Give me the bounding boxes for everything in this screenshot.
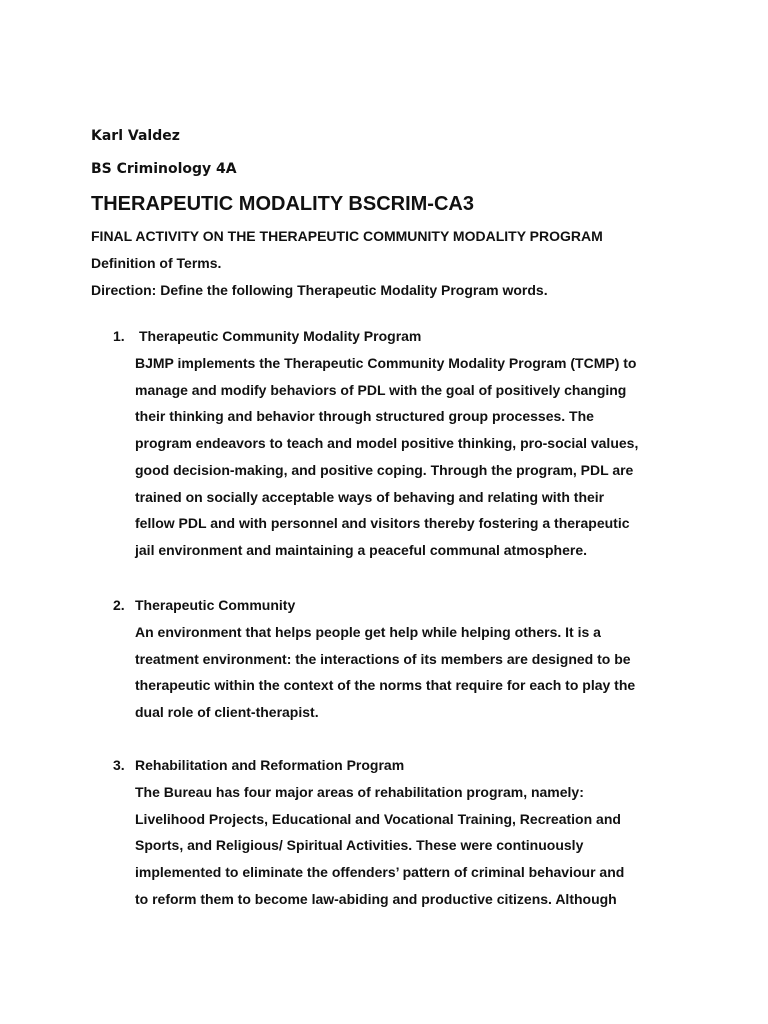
term-item xyxy=(113,754,693,913)
term-heading xyxy=(113,594,693,613)
term-item xyxy=(113,325,693,564)
term-number: 2. xyxy=(113,597,125,613)
direction-text: Direction: Define the following Therapeutic Modality Program words. xyxy=(91,282,548,298)
author-name: Karl Valdez xyxy=(91,128,180,144)
term-definition: An environment that helps people get help while helping others. It is a treatment environment: the interactions of its members are designed to be therapeutic within the context of the norms that require for each to play the dual role of client-therapist. xyxy=(135,624,636,721)
term-heading xyxy=(113,325,693,344)
term-number: 1. xyxy=(113,328,125,344)
term-item xyxy=(113,594,693,726)
page-title: THERAPEUTIC MODALITY BSCRIM-CA3 xyxy=(91,193,474,215)
term-label: Therapeutic Community Modality Program xyxy=(139,328,422,344)
term-definition: BJMP implements the Therapeutic Community Modality Program (TCMP) to manage and modify behaviors of PDL with the goal of positively changing their thinking and behavior through structured group processes. The program endeavors to teach and model positive thinking, pro-social values, good decision-making, and positive coping. Through the program, PDL are trained on socially acceptable ways of behaving and relating with their fellow PDL and with personnel and visitors thereby fostering a therapeutic jail environment and maintaining a peaceful communal atmosphere. xyxy=(135,355,639,558)
term-number: 3. xyxy=(113,757,125,773)
activity-subtitle: FINAL ACTIVITY ON THE THERAPEUTIC COMMUNITY MODALITY PROGRAM xyxy=(91,228,603,244)
term-definition: The Bureau has four major areas of rehabilitation program, namely: Livelihood Projects, Educational and Vocational Training, Recreation and Sports, and Religious/ Spiritual Activities. These were continuously implemented to eliminate the offenders’ pattern of criminal behaviour and to reform them to become law-abiding and productive citizens. Although xyxy=(135,784,625,907)
course-section: BS Criminology 4A xyxy=(91,161,237,177)
term-label: Therapeutic Community xyxy=(135,597,296,613)
section-label: Definition of Terms. xyxy=(91,255,222,271)
term-label: Rehabilitation and Reformation Program xyxy=(135,757,405,773)
term-heading xyxy=(113,754,693,773)
